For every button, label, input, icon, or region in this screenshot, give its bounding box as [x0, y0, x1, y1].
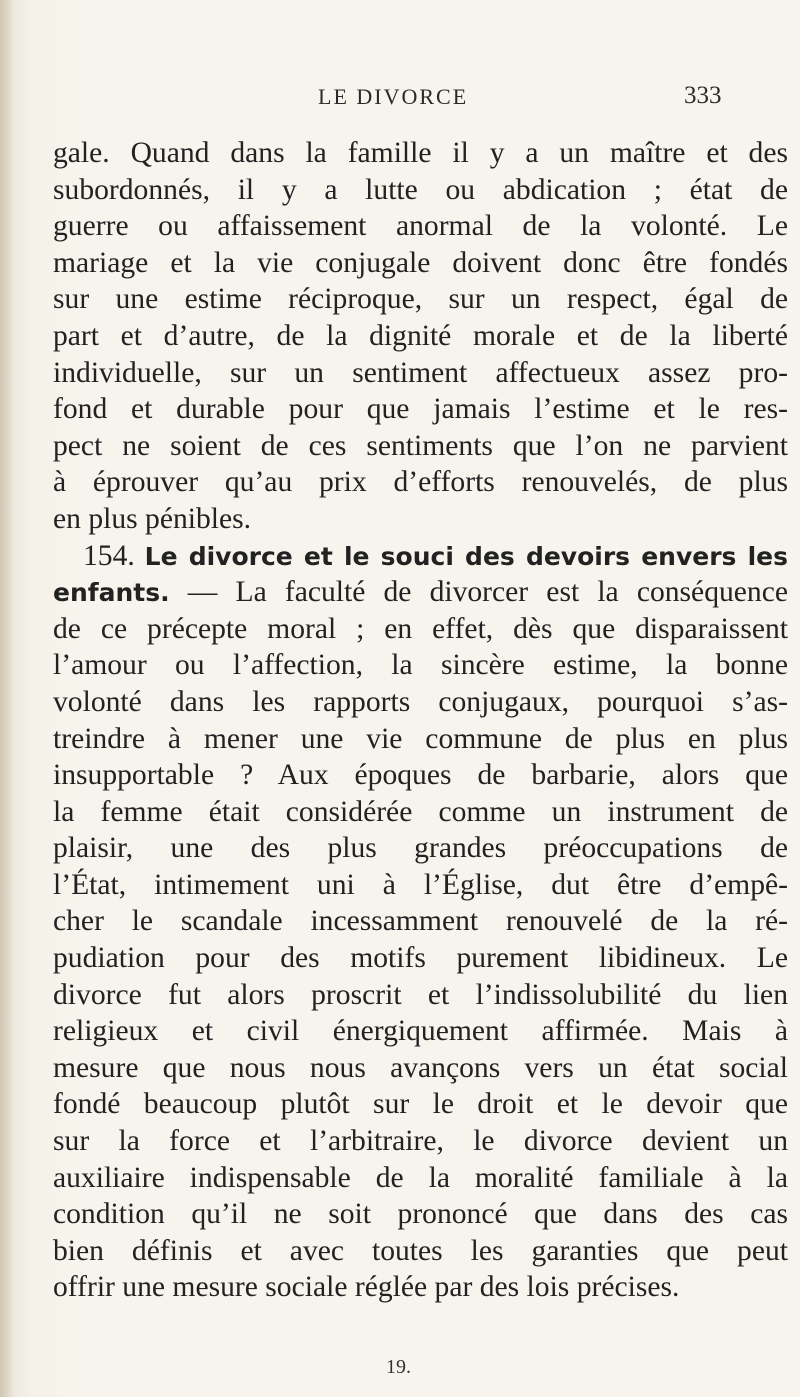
- text-line: condition qu’il ne soit prononcé que dans des cas: [53, 1198, 788, 1231]
- text-line: en plus pénibles.: [53, 502, 252, 535]
- text-line: part et d’autre, de la dignité morale et de la liberté: [53, 319, 788, 352]
- text-line: bien définis et avec toutes les garanties que peut: [53, 1234, 788, 1267]
- text-line: plaisir, une des plus grandes préoccupations de: [53, 832, 788, 865]
- text-line: subordonnés, il y a lutte ou abdication ; état de: [53, 173, 788, 206]
- section-lead-text: — La faculté de divorcer est la conséquence: [169, 576, 788, 609]
- section-heading-continuation: [53, 574, 788, 611]
- text-line: à éprouver qu’au prix d’efforts renouvelés, de plus: [53, 466, 788, 499]
- page-gutter-shadow: [0, 0, 14, 1397]
- text-line: individuelle, sur un sentiment affectueux assez pro-: [53, 356, 788, 389]
- text-line: l’État, intimement uni à l’Église, dut être d’empê-: [53, 868, 788, 901]
- page-header: [0, 84, 800, 124]
- text-line: sur la force et l’arbitraire, le divorce devient un: [53, 1125, 788, 1158]
- section-title: Le divorce et le souci des devoirs envers les: [144, 541, 788, 571]
- text-line: religieux et civil énergiquement affirmée. Mais à: [53, 1015, 788, 1048]
- text-line: mariage et la vie conjugale doivent donc être fondés: [53, 246, 788, 279]
- text-line: fondé beaucoup plutôt sur le droit et le devoir que: [53, 1088, 788, 1121]
- text-line: pudiation pour des motifs purement libidineux. Le: [53, 942, 788, 975]
- text-line: cher le scandale incessamment renouvelé de la ré-: [53, 905, 788, 938]
- text-line: gale. Quand dans la famille il y a un maître et des: [53, 137, 788, 169]
- section-title-continuation: enfants.: [53, 578, 170, 608]
- text-line: la femme était considérée comme un instrument de: [53, 795, 788, 828]
- text-line: volonté dans les rapports conjugaux, pourquoi s’as-: [53, 685, 788, 718]
- text-line: fond et durable pour que jamais l’estime et le res-: [53, 393, 788, 426]
- section-heading-line: [53, 538, 788, 575]
- signature-mark: 19.: [386, 1356, 411, 1378]
- text-line: guerre ou affaissement anormal de la volonté. Le: [53, 210, 788, 243]
- page-number: 333: [684, 82, 722, 109]
- text-line: divorce fut alors proscrit et l’indissolubilité du lien: [53, 978, 788, 1011]
- text-line: l’amour ou l’affection, la sincère estime, la bonne: [53, 649, 788, 682]
- text-line: de ce précepte moral ; en effet, dès que disparaissent: [53, 612, 788, 645]
- text-line: insupportable ? Aux époques de barbarie, alors que: [53, 759, 788, 792]
- text-line: pect ne soient de ces sentiments que l’on ne parvient: [53, 429, 788, 462]
- text-line: treindre à mener une vie commune de plus en plus: [53, 722, 788, 755]
- text-line: offrir une mesure sociale réglée par des lois précises.: [53, 1271, 680, 1304]
- text-line: sur une estime réciproque, sur un respect, égal de: [53, 283, 788, 316]
- running-title: LE DIVORCE: [318, 84, 469, 109]
- section-number: 154.: [83, 539, 135, 572]
- text-line: mesure que nous nous avançons vers un état social: [53, 1051, 788, 1084]
- body-text: [53, 135, 788, 1306]
- text-line: auxiliaire indispensable de la moralité familiale à la: [53, 1161, 788, 1194]
